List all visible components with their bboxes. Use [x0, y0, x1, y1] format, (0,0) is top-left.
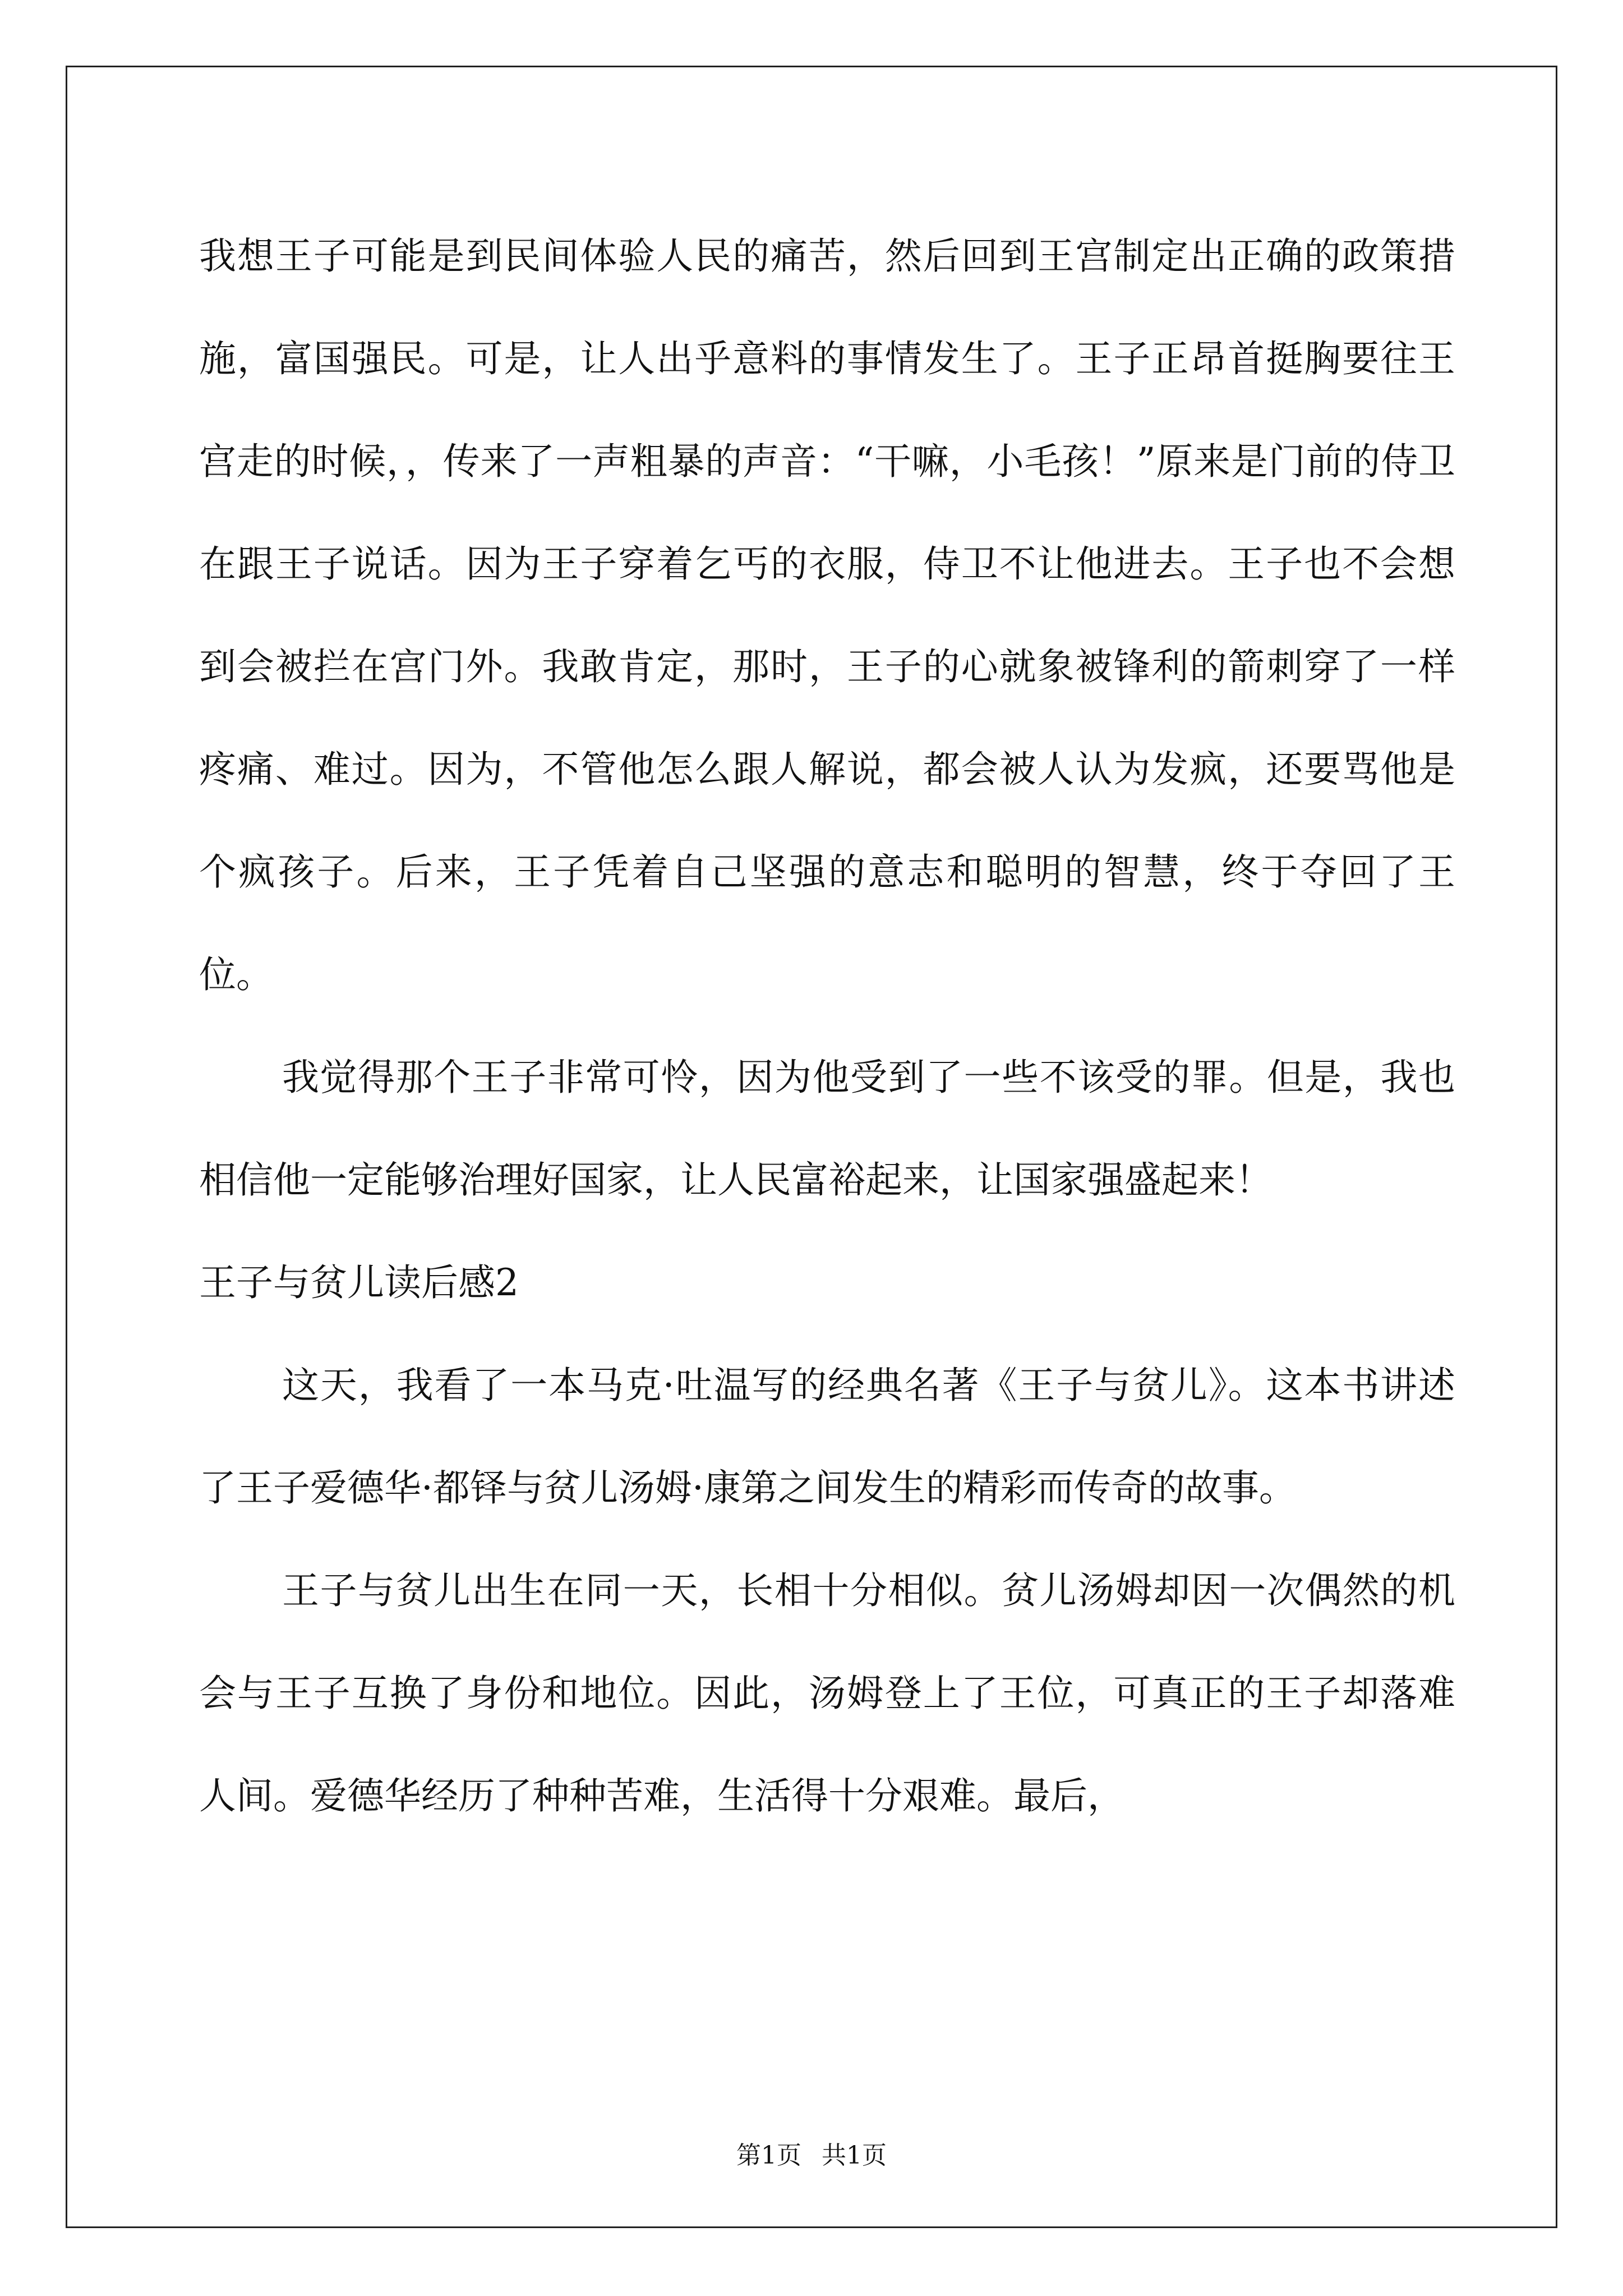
paragraph-4: 王子与贫儿出生在同一天，长相十分相似。贫儿汤姆却因一次偶然的机会与王子互换了身份和地位。因此，汤姆登上了王位，可真正的王子却落难人间。爱德华经历了种种苦难，生活得十分艰难。最后， — [199, 1569, 1455, 1818]
paragraph-1: 我想王子可能是到民间体验人民的痛苦，然后回到王宫制定出正确的政策措施，富国强民。可是，让人出乎意料的事情发生了。王子正昂首挺胸要往王宫走的时候，，传来了一声粗暴的声音：“干嘛，小毛孩！”原来是门前的侍卫在跟王子说话。因为王子穿着乞丐的衣服，侍卫不让他进去。王子也不会想到会被拦在宫门外。我敢肯定，那时，王子的心就象被锋利的箭刺穿了一样疼痛、难过。因为，不管他怎么跟人解说，都会被人认为发疯，还要骂他是个疯孩子。后来，王子凭着自己坚强的意志和聪明的智慧，终于夺回了王位。 — [199, 234, 1455, 996]
page-footer — [0, 2135, 1623, 2171]
paragraph-2: 我觉得那个王子非常可怜，因为他受到了一些不该受的罪。但是，我也相信他一定能够治理好国家，让人民富裕起来，让国家强盛起来！ — [199, 1056, 1455, 1202]
section-heading: 王子与贫儿读后感2 — [199, 1261, 519, 1304]
paragraph-3: 这天，我看了一本马克·吐温写的经典名著《王子与贫儿》。这本书讲述了王子爱德华·都铎与贫儿汤姆·康第之间发生的精彩而传奇的故事。 — [199, 1364, 1455, 1510]
document-body — [199, 205, 1455, 1847]
page-total: 共1页 — [822, 2141, 887, 2170]
page-number: 第1页 — [736, 2141, 801, 2170]
